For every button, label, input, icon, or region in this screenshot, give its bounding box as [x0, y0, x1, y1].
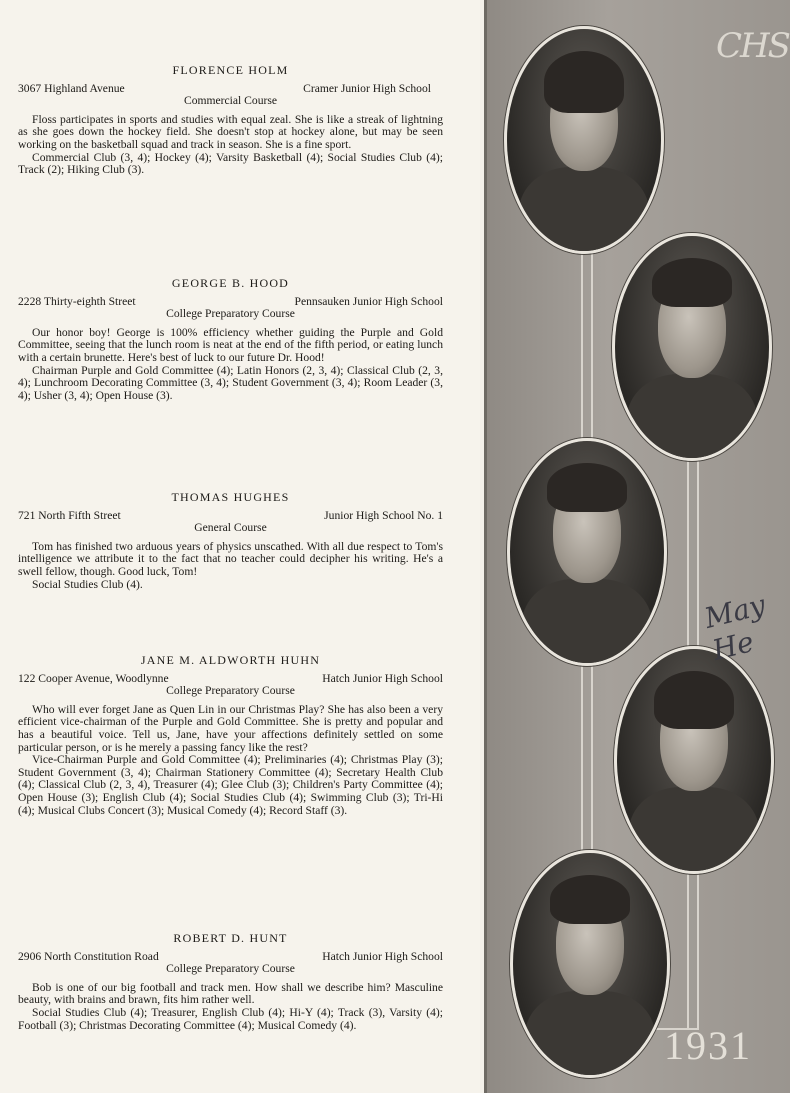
- home-address: 3067 Highland Avenue: [18, 81, 125, 95]
- home-address: 721 North Fifth Street: [18, 508, 121, 522]
- activities: Social Studies Club (4).: [32, 577, 143, 591]
- activities: Vice-Chairman Purple and Gold Committee (4); Preliminaries (4); Christmas Play (3); Student Government (3, 4); Chairman Stationery Committee (4); Secretary Health Club (4); Classical Club (2, 3, 4), Treasurer (4); Glee Club (3); Children's Party Committee (4); Open House (3); English Club (4); Social Studies Club (4); Swimming Club (3); Tri-Hi (4); Musical Clubs Concert (3); Musical Comedy (4); Record Staff (3).: [18, 753, 443, 817]
- course: College Preparatory Course: [166, 684, 295, 698]
- junior-high: Hatch Junior High School: [322, 671, 443, 685]
- junior-high: Pennsauken Junior High School: [294, 294, 443, 308]
- student-entry-holm: [18, 64, 443, 177]
- junior-high: Junior High School No. 1: [324, 508, 443, 522]
- student-name: FLORENCE HOLM: [172, 63, 289, 77]
- junior-high: Hatch Junior High School: [322, 949, 443, 963]
- student-name: JANE M. ALDWORTH HUHN: [140, 653, 321, 667]
- portrait-huhn: [614, 646, 774, 874]
- course: College Preparatory Course: [166, 307, 295, 321]
- junior-high: Cramer Junior High School: [303, 81, 431, 95]
- portrait-hunt: [510, 850, 670, 1078]
- activities: Chairman Purple and Gold Committee (4); Latin Honors (2, 3, 4); Classical Club (2, 3, 4); Lunchroom Decorating Committee (3, 4); Student Government (3, 4); Room Leader (3, 4); Usher (3, 4); Open House (3).: [18, 363, 443, 402]
- bio: Bob is one of our big football and track men. How shall we describe him? Masculine beauty, with brains and brawn, fits him rather well.: [18, 980, 443, 1007]
- student-entry-hood: [18, 277, 443, 402]
- bio: Who will ever forget Jane as Quen Lin in our Christmas Play? She has also been a very efficient vice-chairman of the Purple and Gold Committee. She is pretty and popular and has a beautiful voice. Tell us, Jane, have your affections definitely settled on some particular person, or is he merely a passing fancy like the rest?: [18, 702, 443, 754]
- home-address: 2906 North Constitution Road: [18, 949, 159, 963]
- bio: Floss participates in sports and studies with equal zeal. She is like a streak of lightning as she goes down the hockey field. She doesn't stop at hockey alone, but may be seen working on the basketball squad and track in season. She is a fine sport.: [18, 112, 443, 151]
- portrait-hughes: [507, 438, 667, 666]
- school-monogram: CHS: [716, 26, 789, 66]
- bio: Our honor boy! George is 100% efficiency whether guiding the Purple and Gold Committee, seeing that the lunch room is neat at the end of the fifth period, or eating lunch with a certain brunette. Here's best of luck to our future Dr. Hood!: [18, 325, 443, 364]
- student-name: THOMAS HUGHES: [171, 490, 290, 504]
- student-name: GEORGE B. HOOD: [171, 276, 290, 290]
- portrait-holm: [504, 26, 664, 254]
- home-address: 2228 Thirty-eighth Street: [18, 294, 136, 308]
- activities: Social Studies Club (4); Treasurer, English Club (4); Hi-Y (4); Track (3), Varsity (4); Football (3); Christmas Decorating Committee (4); Musical Comedy (4).: [18, 1005, 443, 1032]
- student-entry-hughes: [18, 491, 443, 591]
- yearbook-year: 1931: [664, 1023, 752, 1068]
- student-entry-hunt: [18, 932, 443, 1032]
- portrait-hood: [612, 233, 772, 461]
- course: College Preparatory Course: [166, 962, 295, 976]
- bio: Tom has finished two arduous years of physics unscathed. With all due respect to Tom's intelligence we attribute it to the fact that no teacher could decipher his writing. He's a swell fellow, though. Good luck, Tom!: [18, 539, 443, 578]
- home-address: 122 Cooper Avenue, Woodlynne: [18, 671, 169, 685]
- course: General Course: [194, 521, 267, 535]
- activities: Commercial Club (3, 4); Hockey (4); Varsity Basketball (4); Social Studies Club (4); Track (2); Hiking Club (3).: [18, 150, 443, 177]
- handwritten-signature: May He: [701, 588, 769, 667]
- course: Commercial Course: [183, 94, 278, 108]
- student-entry-huhn: [18, 654, 443, 817]
- student-name: ROBERT D. HUNT: [173, 931, 288, 945]
